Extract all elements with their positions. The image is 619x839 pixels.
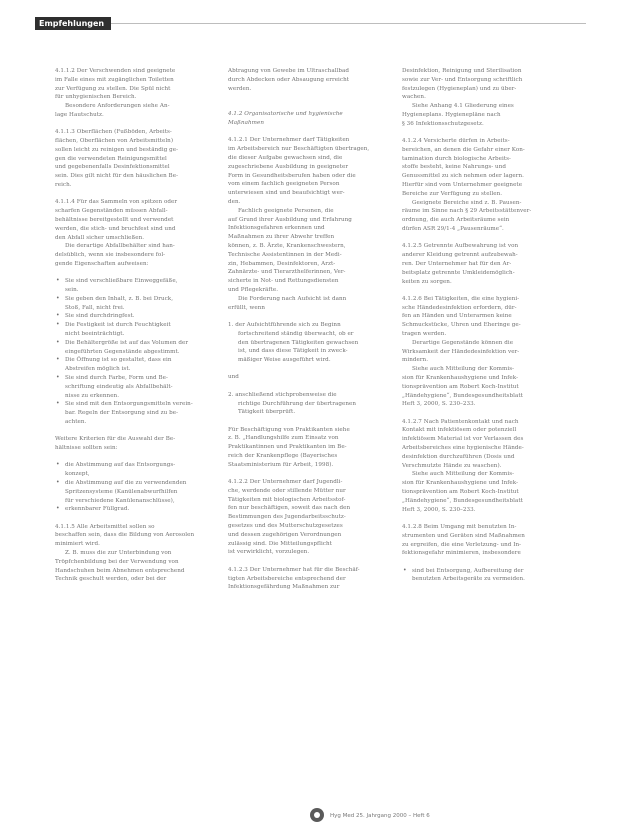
text-line: für verschiedene Kanülenanschlüsse),: [65, 497, 175, 504]
text-line: Infektionsgefährdung Maßnahmen zur: [228, 584, 340, 591]
text-line: Z. B. muss die zur Unterbindung von: [65, 550, 172, 557]
footer-publication: Hyg Med 25. Jahrgang 2000 – Heft 6: [330, 813, 430, 819]
text-line: sein. Dies gilt nicht für den häuslichen Be-: [55, 173, 179, 180]
text-line: Zahnärzte- und Tierarzthelferinnen, Ver-: [228, 269, 346, 276]
text-line: Staatsministerium für Arbeit, 1998).: [228, 461, 334, 468]
text-line: • Sie sind mit den Entsorgungsmitteln verein-: [55, 400, 203, 409]
text-line: Heft 3, 2000, S. 230–233.: [402, 401, 476, 408]
text-line: räume im Sinne nach § 29 Arbeitsstättenver-: [402, 208, 532, 215]
text-line: 4.1.1.4 Für das Sammeln von spitzen oder: [55, 199, 178, 206]
text-line: Kontakt mit infektiösem oder potenziell: [402, 427, 517, 434]
paragraph-gap: [228, 102, 376, 111]
text-line: Verschmutzte Hände zu waschen).: [402, 462, 502, 469]
text-line: vom einem fachlich geeigneten Person: [228, 181, 340, 188]
text-line: 4.1.2.7 Nach Patientenkontakt und nach: [402, 418, 519, 425]
text-line: zu ergreifen, die eine Verletzung- und In-: [402, 541, 522, 548]
text-line: werden, die stich- und bruchfest sind und: [55, 225, 176, 232]
text-line: Tröpfchenbildung bei der Verwendung von: [55, 558, 179, 565]
text-line: sche Händedesinfektion erfordern, dür-: [402, 304, 517, 311]
paragraph-gap: [402, 129, 550, 138]
paragraph: [228, 136, 376, 206]
text-line: reich.: [55, 182, 72, 189]
text-line: „Händehygiene“, Bundesgesundheitsblatt: [402, 497, 523, 504]
text-line: mäßiger Weise ausgeführt wird.: [238, 357, 331, 364]
text-line: Besondere Anforderungen siehe An-: [65, 103, 170, 110]
paragraph-gap: [228, 93, 376, 102]
text-line: Abtragung von Gewebe im Ultraschallbad: [228, 68, 350, 74]
text-line: § 36 Infektionsschutzgesetz.: [402, 120, 484, 127]
list-item: [55, 321, 203, 339]
text-line: Handschuhen beim Abnehmen entsprechend: [55, 567, 185, 574]
text-line: Maßnahmen: [228, 120, 265, 127]
paragraph: [402, 339, 550, 365]
text-line: wachen.: [402, 94, 426, 101]
text-line: Wirksamkeit der Händedesinfektion ver-: [402, 348, 520, 355]
text-line: und dessen zugehörigen Verordnungen: [228, 531, 342, 538]
text-line: • Sie sind verschließbare Einweggefäße,: [55, 277, 203, 286]
text-line: Technische Assistentinnen in der Medi-: [228, 251, 342, 258]
paragraph-gap: [402, 234, 550, 243]
paragraph: [55, 102, 203, 120]
text-line: 2. anschließend stichprobenweise die: [228, 391, 337, 398]
text-line: 4.1.2.8 Beim Umgang mit benutzten In-: [402, 523, 517, 530]
text-line: ordnung, die auch Arbeitsräume sein: [402, 217, 510, 224]
paragraph: [402, 199, 550, 234]
text-line: gesetzes und des Mutterschutzgesetzes: [228, 523, 343, 530]
paragraph-gap: [402, 286, 550, 295]
paragraph: [55, 198, 203, 242]
text-line: Hierfür sind vom Unternehmer geeignete: [402, 182, 523, 189]
text-line: • sind bei Entsorgung, Aufbereitung der: [402, 567, 550, 576]
paragraph-gap: [228, 557, 376, 566]
text-line: Bestimmungen des Jugendarbeitsschutz-: [228, 514, 346, 521]
text-line: Technik geschult werden, oder bei der: [55, 576, 167, 583]
text-line: Abstreifen möglich ist.: [65, 366, 131, 373]
text-line: • Sie geben den Inhalt, z. B. bei Druck,: [55, 295, 203, 304]
text-column-1: [55, 67, 203, 584]
text-line: die dieser Aufgabe gewachsen sind, die: [228, 155, 343, 162]
text-line: hältnisse sollten sein:: [55, 445, 118, 452]
text-line: Stoß, Fall, nicht frei.: [65, 304, 125, 311]
text-line: nicht beeinträchtigt.: [65, 331, 125, 338]
paragraph-gap: [228, 128, 376, 137]
paragraph: [55, 67, 203, 102]
paragraph-gap: [55, 190, 203, 199]
paragraph: [228, 426, 376, 470]
numbered-list: [228, 321, 376, 365]
text-line: Für Beschäftigung von Praktikanten siehe: [228, 426, 350, 433]
text-line: den übertragenen Tätigkeiten gewachsen: [238, 339, 359, 346]
text-line: • Sie sind durch Farbe, Form und Be-: [55, 374, 203, 383]
list-item: [228, 391, 376, 417]
text-line: tionsprävention am Robert Koch-Institut: [402, 383, 519, 390]
text-line: • Sie sind durchdringfest.: [55, 312, 203, 321]
text-line: Tätigkeit überprüft.: [238, 409, 296, 416]
text-line: Infektionsgefahren erkennen und: [228, 225, 325, 232]
text-line: Siehe Anhang 4.1 Gliederung eines: [412, 103, 514, 110]
paragraph: [402, 295, 550, 339]
text-line: reich der Krankenpflege (Bayerisches: [228, 452, 338, 459]
text-line: im Arbeitsbereich nur Beschäftigten übertragen,: [228, 146, 370, 153]
text-line: Desinfektion, Reinigung und Sterilisation: [402, 68, 522, 74]
text-line: Form in Gesundheitsberufen haben oder die: [228, 172, 356, 179]
text-line: Arbeitsbereiches eine hygienische Hände-: [402, 445, 524, 452]
text-line: sion für Krankenhaushygiene und Infek-: [402, 375, 519, 381]
list-item: [55, 312, 203, 321]
text-line: unterwiesen sind und beaufsichtigt wer-: [228, 190, 345, 197]
paragraph-gap: [402, 409, 550, 418]
text-line: • Die Öffnung ist so gestaltet, dass ein: [55, 356, 203, 365]
text-line: Siehe auch Mitteilung der Kommis-: [412, 366, 515, 373]
text-line: den.: [228, 199, 241, 206]
text-line: bereichen, an denen die Gefahr einer Kon-: [402, 146, 525, 153]
text-line: tragen werden.: [402, 331, 447, 338]
paragraph: [55, 435, 203, 453]
paragraph: [228, 478, 376, 557]
text-line: sion für Krankenhaushygiene und Infek-: [402, 480, 519, 487]
paragraph-gap: [228, 382, 376, 391]
text-line: richtige Durchführung der übertragenen: [238, 400, 356, 407]
text-line: 4.1.2.6 Bei Tätigkeiten, die eine hygieni-: [402, 295, 520, 302]
header-rule: [111, 23, 586, 24]
text-line: behältnisse bereitgestellt und verwendet: [55, 216, 174, 223]
text-line: sollen leicht zu reinigen und beständig ge-: [55, 146, 179, 153]
text-line: keiten zu sorgen.: [402, 278, 452, 285]
text-line: scharfen Gegenständen müssen Abfall-: [55, 208, 168, 215]
text-line: ist verwirklicht, vorzulegen.: [228, 549, 310, 556]
paragraph: [402, 137, 550, 199]
text-line: 4.1.2 Organisatorische und hygienische: [228, 111, 343, 118]
text-line: zulässig sind. Die Mitteilungspflicht: [228, 540, 332, 547]
text-line: gende Eigenschaften aufweisen:: [55, 260, 149, 267]
text-line: eingeführten Gegenstände abgestimmt.: [65, 348, 180, 355]
paragraph-gap: [55, 514, 203, 523]
paragraph: [228, 67, 376, 93]
text-line: achten.: [65, 418, 87, 425]
paragraph: [55, 523, 203, 549]
text-line: • die Abstimmung auf die zu verwendenden: [55, 479, 203, 488]
text-line: den Abfall sicher umschließen.: [55, 234, 145, 241]
text-line: beschaffen sein, dass die Bildung von Aerosolen: [55, 532, 195, 539]
text-line: nisse zu erkennen.: [65, 392, 120, 399]
text-line: Hygieneplans. Hygienepläne nach: [402, 111, 501, 118]
text-line: und: [228, 374, 239, 381]
text-line: flächen, Oberflächen von Arbeitsmitteln): [55, 138, 174, 145]
text-line: bar. Regeln der Entsorgung sind zu be-: [65, 410, 179, 417]
list-item: [55, 479, 203, 505]
text-line: Praktikantinnen und Praktikanten im Be-: [228, 444, 347, 451]
text-line: 4.1.1.3 Oberflächen (Fußböden, Arbeits-: [55, 129, 172, 136]
text-line: Siehe auch Mitteilung der Kommis-: [412, 471, 515, 478]
text-line: für unhygienischen Bereich.: [55, 94, 137, 101]
text-line: und Pflegekräfte.: [228, 287, 279, 294]
text-line: Spritzensysteme (Kanülenabwurfhilfen: [65, 488, 178, 495]
text-line: 4.1.2.5 Getrennte Aufbewahrung ist von: [402, 243, 519, 250]
numbered-list: [228, 391, 376, 417]
paragraph-gap: [228, 417, 376, 426]
text-line: und gegebenenfalls Desinfektionsmittel: [55, 164, 170, 171]
paragraph: [402, 102, 550, 128]
text-line: benutzten Arbeitsgeräte zu vermeiden.: [412, 576, 525, 583]
text-line: Schmuckstücke, Uhren und Eheringe ge-: [402, 322, 521, 329]
text-line: Heft 3, 2000, S. 230–233.: [402, 506, 476, 513]
list-item: [55, 461, 203, 479]
bullet-list: [402, 567, 550, 585]
text-column-2: [228, 67, 376, 592]
text-line: „Händehygiene“, Bundesgesundheitsblatt: [402, 392, 523, 399]
text-line: • die Abstimmung auf das Entsorgungs-: [55, 461, 203, 470]
text-line: lage Hautschutz.: [55, 111, 104, 118]
paragraph: [228, 295, 376, 313]
text-line: desinfektion durchzuführen (Dosis und: [402, 453, 515, 460]
text-line: tigten Arbeitsbereiche entsprechend der: [228, 575, 346, 582]
list-item: [55, 277, 203, 295]
text-line: ist, und dass diese Tätigkeit in zweck-: [238, 348, 348, 355]
text-line: Maßnahmen zu ihrer Abwehr treffen: [228, 234, 335, 241]
paragraph: [228, 373, 376, 382]
text-line: delsüblich, wenn sie insbesondere fol-: [55, 252, 166, 259]
text-line: werden.: [228, 85, 252, 92]
text-line: stoffe besteht, keine Nahrungs- und: [402, 164, 506, 171]
text-line: festzulegen (Hygieneplan) und zu über-: [402, 85, 517, 92]
text-line: tamination durch biologische Arbeits-: [402, 155, 511, 162]
paragraph: [55, 242, 203, 268]
text-column-3: [402, 67, 550, 584]
text-line: zin, Hebammen, Desinfektoren, Arzt-: [228, 260, 336, 267]
paragraph: [402, 67, 550, 102]
list-item: [55, 356, 203, 374]
text-line: che, werdende oder stillende Mütter nur: [228, 487, 346, 494]
text-line: sowie zur Ver- und Entsorgung schriftlich: [402, 76, 523, 83]
text-line: können, z. B. Ärzte, Krankenschwestern,: [228, 243, 346, 250]
text-line: fortschreitend ständig überwacht, ob er: [238, 330, 354, 337]
section-header-label: Empfehlungen: [39, 19, 105, 28]
text-line: erfüllt, wenn: [228, 304, 265, 311]
paragraph-gap: [55, 427, 203, 436]
list-item: [55, 339, 203, 357]
text-line: • erkennbarer Füllgrad.: [55, 505, 203, 514]
text-line: zugeschriebene Ausbildung in geeigneter: [228, 163, 349, 170]
text-line: 4.1.2.4 Versicherte dürfen in Arbeits-: [402, 138, 510, 145]
list-item: [55, 374, 203, 400]
bullet-list: [55, 277, 203, 427]
text-line: 4.1.1.5 Alle Arbeitsmittel sollen so: [55, 523, 155, 530]
text-line: 4.1.2.2 Der Unternehmer darf Jugendli-: [228, 479, 343, 486]
list-item: [55, 295, 203, 313]
text-line: durch Abdecken oder Absaugung erreicht: [228, 76, 350, 83]
text-line: Geeignete Bereiche sind z. B. Pausen-: [412, 199, 522, 206]
paragraph: [55, 128, 203, 190]
paragraph: [402, 523, 550, 558]
paragraph: [402, 242, 550, 286]
list-item: [55, 505, 203, 514]
text-line: konzept,: [65, 471, 90, 478]
text-line: 4.1.2.1 Der Unternehmer darf Tätigkeiten: [228, 137, 350, 144]
paragraph: [228, 207, 376, 295]
paragraph-gap: [228, 365, 376, 374]
text-line: gen die verwendeten Reinigungsmittel: [55, 155, 167, 162]
paragraph-gap: [402, 558, 550, 567]
paragraph: [55, 549, 203, 584]
text-line: zur Verfügung zu stellen. Die Spül nicht: [55, 85, 171, 92]
text-line: mindern.: [402, 357, 429, 364]
text-line: Die derartige Abfallbehälter sind han-: [65, 243, 175, 250]
text-line: anderer Kleidung getrennt aufzubewah-: [402, 252, 518, 259]
text-line: schriftung eindeutig als Abfallbehält-: [65, 383, 173, 390]
text-line: 4.1.2.3 Der Unternehmer hat für die Beschäf-: [228, 566, 360, 573]
text-line: fektionsgefahr minimieren, insbesondere: [402, 550, 521, 557]
text-line: • Die Behältergröße ist auf das Volumen der: [55, 339, 203, 348]
bullet-list: [55, 461, 203, 514]
text-line: beitsplatz getrennte Umkleidemöglich-: [402, 269, 515, 276]
paragraph-gap: [55, 269, 203, 278]
text-line: ren. Der Unternehmer hat für den Ar-: [402, 260, 512, 267]
paragraph-gap: [228, 470, 376, 479]
list-item: [228, 321, 376, 365]
text-line: 4.1.1.2 Der Verschwenden sind geeignete: [55, 68, 176, 74]
text-line: Tätigkeiten mit biologischen Arbeitsstof-: [228, 496, 346, 503]
text-line: im Falle eines mit zugänglichen Toiletten: [55, 76, 174, 83]
paragraph-gap: [55, 453, 203, 462]
text-line: 1. der Aufsichtführende sich zu Beginn: [228, 321, 341, 328]
paragraph: [402, 418, 550, 471]
text-line: Fachlich geeignete Personen, die: [238, 207, 334, 214]
paragraph-gap: [402, 514, 550, 523]
text-line: tionsprävention am Robert Koch-Institut: [402, 489, 519, 496]
text-line: fen an Händen und Unterarmen keine: [402, 313, 512, 320]
text-line: Derartige Gegenstände können die: [412, 339, 514, 346]
text-line: Die Forderung nach Aufsicht ist dann: [238, 295, 347, 302]
text-line: z. B. „Handlungshilfe zum Einsatz von: [228, 435, 339, 442]
list-item: [55, 400, 203, 426]
text-line: strumenten und Geräten sind Maßnahmen: [402, 532, 525, 539]
text-line: fen nur beschäftigen, soweit das nach den: [228, 505, 351, 512]
text-line: auf Grund ihrer Ausbildung und Erfahrung: [228, 216, 352, 223]
text-line: infektiösem Material ist vor Verlassen des: [402, 436, 524, 443]
text-line: sicherte in Not- und Rettungsdiensten: [228, 278, 339, 285]
paragraph-gap: [228, 312, 376, 321]
text-line: Bereiche zur Verfügung zu stellen.: [402, 190, 503, 197]
text-line: sein.: [65, 287, 79, 294]
paragraph: [228, 566, 376, 592]
section-heading: [228, 110, 376, 128]
text-line: minimiert wird.: [55, 541, 100, 548]
publisher-logo-icon: [310, 808, 324, 822]
paragraph: [402, 365, 550, 409]
paragraph-gap: [55, 120, 203, 129]
text-line: Genussmittel zu sich nehmen oder lagern.: [402, 173, 524, 180]
list-item: [402, 567, 550, 585]
paragraph: [402, 470, 550, 514]
text-line: • Die Festigkeit ist durch Feuchtigkeit: [55, 321, 203, 330]
text-line: dürfen ASR 29/1-4 „Pausenräume“.: [402, 226, 504, 233]
text-line: Weitere Kriterien für die Auswahl der Be-: [55, 436, 176, 443]
